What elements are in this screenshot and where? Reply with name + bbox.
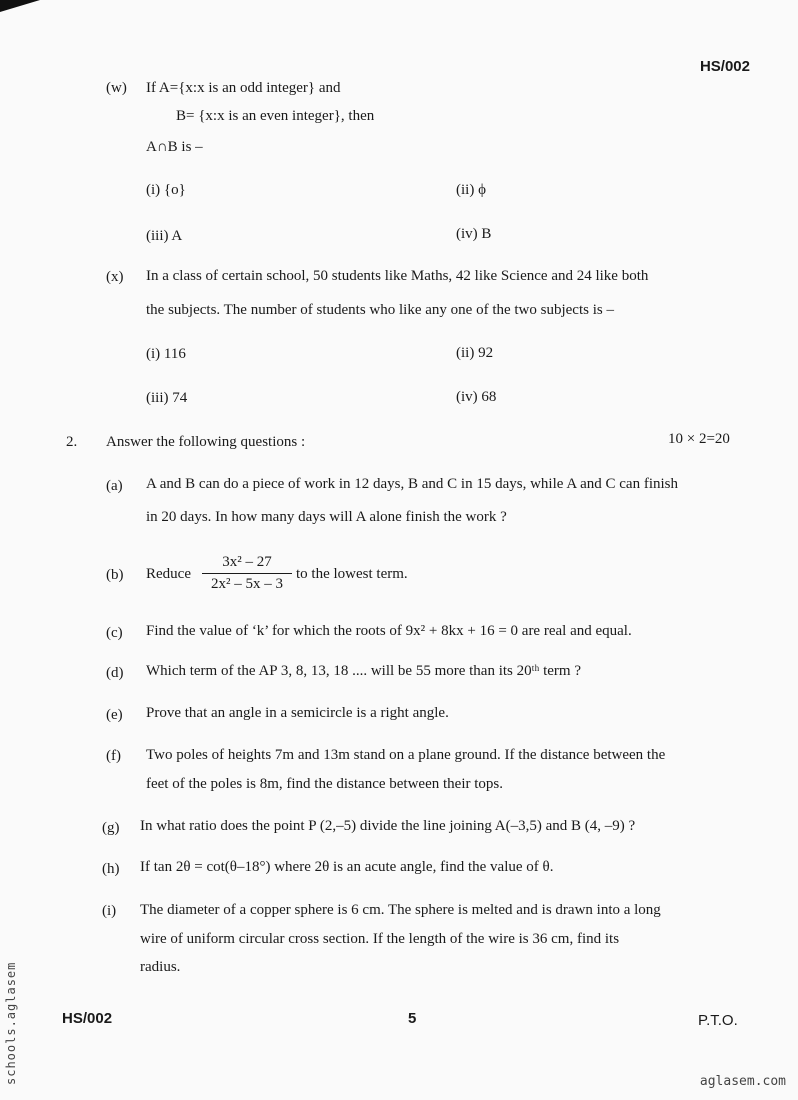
question-2h-text: If tan 2θ = cot(θ–18°) where 2θ is an acute angle, find the value of θ.	[140, 859, 554, 875]
option-w-iii: (iii) A	[146, 228, 183, 244]
question-2h-label: (h)	[102, 861, 120, 877]
option-x-i: (i) 116	[146, 346, 186, 362]
question-2b-fraction	[202, 554, 292, 593]
question-2i-label: (i)	[102, 903, 117, 919]
question-2d-text: Which term of the AP 3, 8, 13, 18 .... will be 55 more than its 20ᵗʰ term ?	[146, 663, 581, 679]
question-2e-text: Prove that an angle in a semicircle is a right angle.	[146, 705, 449, 721]
question-2f-label: (f)	[106, 748, 121, 764]
paper-code-footer: HS/002	[62, 1010, 113, 1027]
question-2f-line1: Two poles of heights 7m and 13m stand on a plane ground. If the distance between the	[146, 747, 666, 763]
question-2f-line2: feet of the poles is 8m, find the distance between their tops.	[146, 776, 503, 792]
question-w-line3: A∩B is –	[146, 139, 203, 155]
question-2c-label: (c)	[106, 625, 123, 641]
pto-label: P.T.O.	[698, 1012, 738, 1029]
question-2i-line2: wire of uniform circular cross section. If the length of the wire is 36 cm, find its	[140, 931, 620, 947]
question-2i-line1: The diameter of a copper sphere is 6 cm. The sphere is melted and is drawn into a long	[140, 902, 661, 918]
bottom-watermark: aglasem.com	[699, 1074, 786, 1089]
question-2b-label: (b)	[106, 567, 124, 583]
question-2g-text: In what ratio does the point P (2,–5) divide the line joining A(–3,5) and B (4, –9) ?	[140, 818, 636, 834]
question-2c-text: Find the value of ‘k’ for which the roots of 9x² + 8kx + 16 = 0 are real and equal.	[146, 623, 632, 639]
option-x-ii: (ii) 92	[456, 345, 494, 361]
option-w-i: (i) {o}	[146, 182, 186, 198]
section-2-marks: 10 × 2=20	[668, 431, 730, 447]
question-x-label: (x)	[106, 269, 124, 285]
paper-code-header: HS/002	[699, 58, 750, 75]
option-x-iv: (iv) 68	[456, 389, 497, 405]
question-2b-prefix: Reduce	[146, 566, 191, 582]
question-2i-line3: radius.	[140, 959, 181, 975]
question-2e-label: (e)	[106, 707, 123, 723]
section-2-title: Answer the following questions :	[106, 434, 306, 450]
question-2a-line1: A and B can do a piece of work in 12 days, B and C in 15 days, while A and C can finish	[146, 476, 678, 492]
fraction-denominator: 2x² – 5x – 3	[211, 576, 283, 592]
section-2-number: 2.	[66, 434, 78, 450]
question-2d-label: (d)	[106, 665, 124, 681]
question-x-line2: the subjects. The number of students who like any one of the two subjects is –	[146, 302, 614, 318]
side-watermark: schools.aglasem	[4, 961, 18, 1085]
page-number: 5	[408, 1010, 417, 1027]
question-2a-line2: in 20 days. In how many days will A alone finish the work ?	[146, 509, 507, 525]
option-x-iii: (iii) 74	[146, 390, 188, 406]
question-w-line1: If A={x:x is an odd integer} and	[146, 80, 341, 96]
question-x-line1: In a class of certain school, 50 students like Maths, 42 like Science and 24 like both	[146, 268, 649, 284]
question-2b-suffix: to the lowest term.	[296, 566, 408, 582]
question-w-label: (w)	[106, 80, 127, 96]
corner-mark	[0, 0, 40, 12]
option-w-ii: (ii) ϕ	[456, 182, 486, 198]
fraction-numerator: 3x² – 27	[202, 554, 292, 574]
question-w-line2: B= {x:x is an even integer}, then	[176, 108, 375, 124]
question-2a-label: (a)	[106, 478, 123, 494]
option-w-iv: (iv) B	[456, 226, 492, 242]
question-2g-label: (g)	[102, 820, 120, 836]
